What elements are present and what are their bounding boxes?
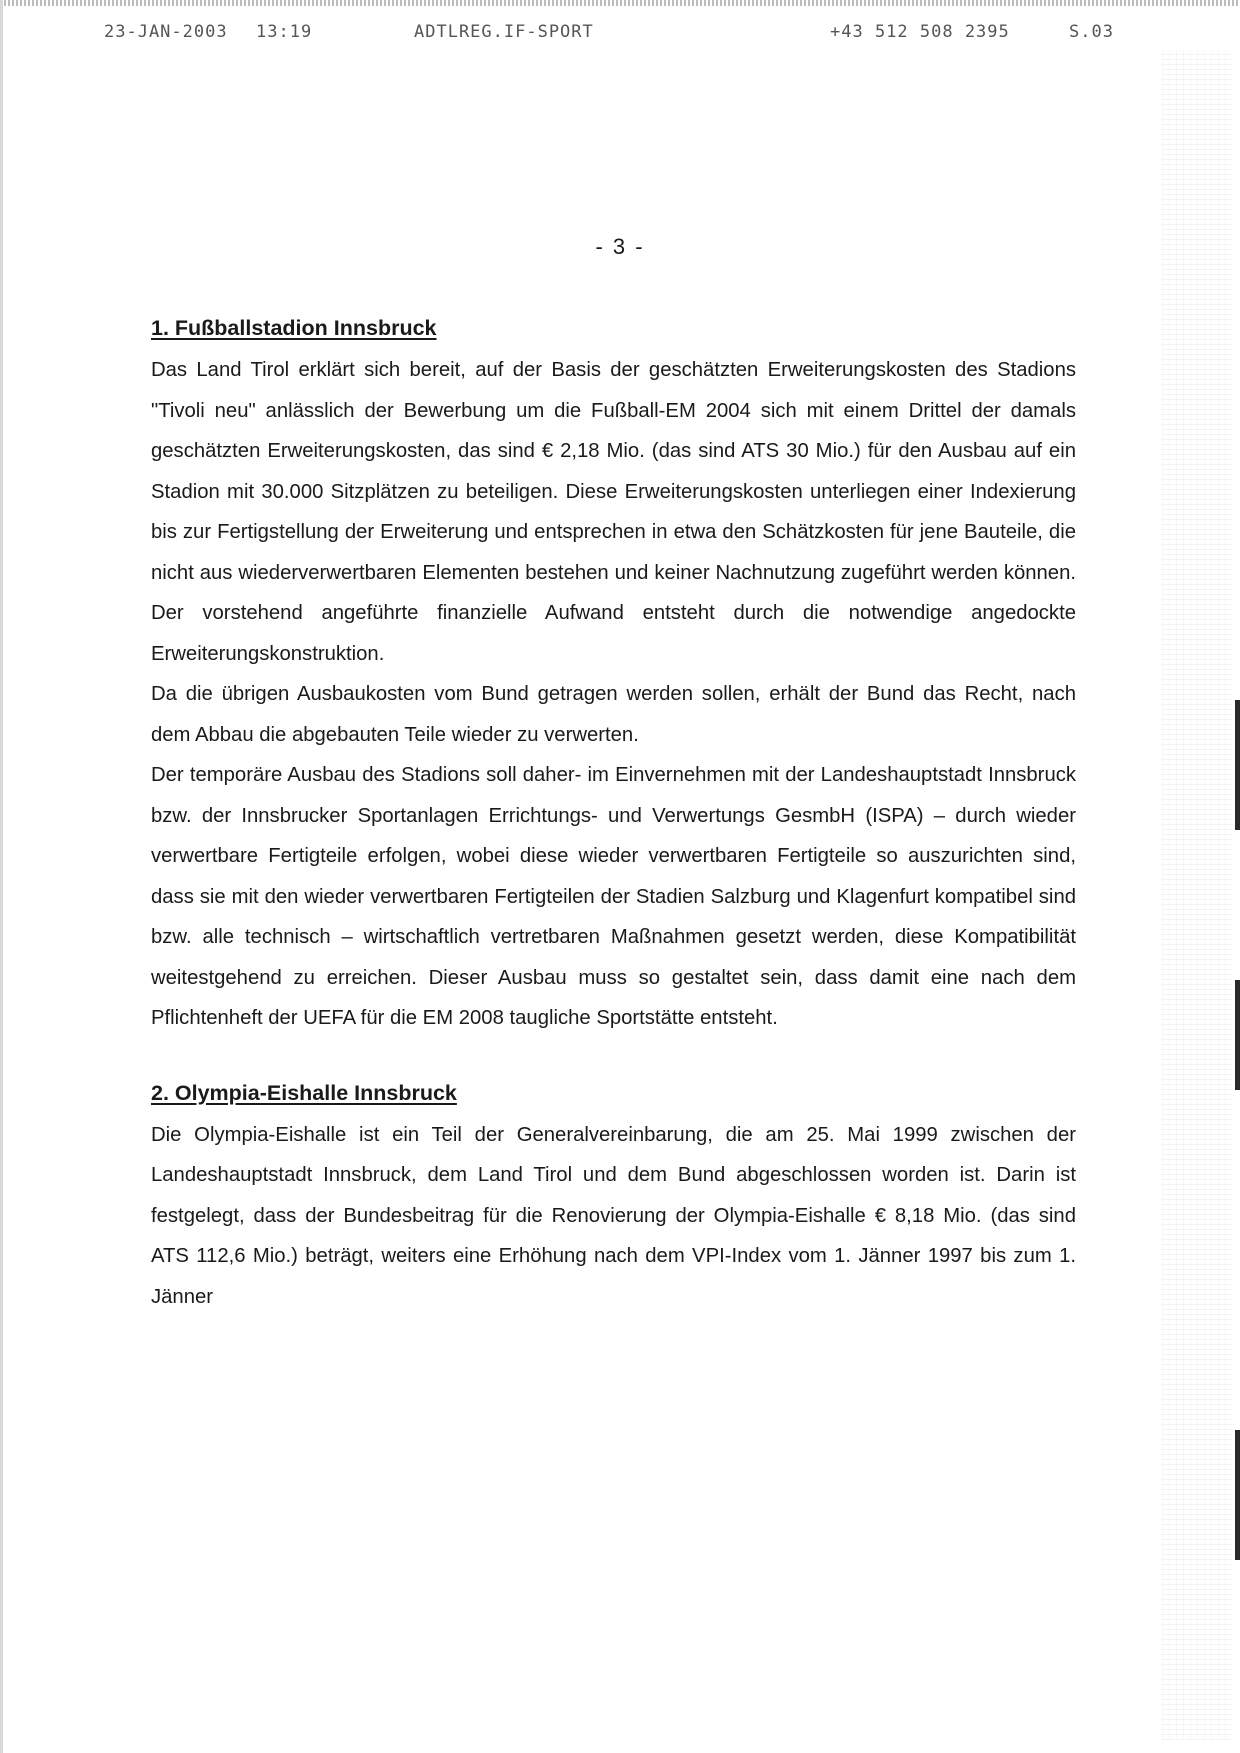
scan-left-edge: [0, 0, 3, 1753]
scan-edge-mark: [1235, 980, 1240, 1090]
paragraph: Der temporäre Ausbau des Stadions soll daher- im Einvernehmen mit der Landeshauptstadt Innsbruck bzw. der Innsbrucker Sportanlagen Errichtungs- und Verwertungs GesmbH (ISPA) – durch wieder verwertbare Fertigteile erfolgen, wobei diese wieder verwertbaren Fertigteile so auszurichten sind, dass sie mit den wieder verwertbaren Fertigteilen der Stadien Salzburg und Klagenfurt kompatibel sind bzw. alle technisch – wirtschaftlich vertretbaren Maßnahmen gesetzt werden, diese Kompatibilität weitestgehend zu erreichen. Dieser Ausbau muss so gestaltet sein, dass damit eine nach dem Pflichtenheft der UEFA für die EM 2008 taugliche Sportstätte entsteht.: [151, 764, 1076, 1029]
paragraph: Da die übrigen Ausbaukosten vom Bund getragen werden sollen, erhält der Bund das Recht, nach dem Abbau die abgebauten Teile wieder zu verwerten.: [151, 683, 1076, 746]
section-heading: 2. Olympia-Eishalle Innsbruck: [151, 1080, 457, 1105]
paragraph: Die Olympia-Eishalle ist ein Teil der Generalvereinbarung, die am 25. Mai 1999 zwischen der Landeshauptstadt Innsbruck, dem Land Tirol und dem Bund abgeschlossen worden ist. Darin ist festgelegt, dass der Bundesbeitrag für die Renovierung der Olympia-Eishalle € 8,18 Mio. (das sind ATS 112,6 Mio.) beträgt, weiters eine Erhöhung nach dem VPI-Index vom 1. Jänner 1997 bis zum 1. Jänner: [151, 1123, 1076, 1308]
fax-phone: +43 512 508 2395: [830, 22, 1010, 42]
fax-top-rule: [0, 0, 1240, 6]
scan-edge-mark: [1235, 1430, 1240, 1560]
scan-edge-mark: [1235, 700, 1240, 830]
document-body: [151, 312, 1076, 1317]
fax-page: S.03: [1069, 22, 1114, 42]
scan-edge-noise: [1162, 50, 1232, 1740]
fax-header: [0, 22, 1240, 46]
fax-time: 13:19: [256, 22, 313, 42]
fax-sender: ADTLREG.IF-SPORT: [414, 22, 594, 42]
section-heading: 1. Fußballstadion Innsbruck: [151, 316, 437, 340]
fax-date: 23-JAN-2003: [104, 22, 228, 42]
page-number: - 3 -: [595, 234, 645, 259]
paragraph: Das Land Tirol erklärt sich bereit, auf der Basis der geschätzten Erweiterungskosten des Stadions "Tivoli neu" anlässlich der Bewerbung um die Fußball-EM 2004 sich mit einem Drittel der damals geschätzten Erweiterungskosten, das sind € 2,18 Mio. (das sind ATS 30 Mio.) für den Ausbau auf ein Stadion mit 30.000 Sitzplätzen zu beteiligen. Diese Erweiterungskosten unterliegen einer Indexierung bis zur Fertigstellung der Erweiterung und entsprechen in etwa den Schätzkosten für jene Bauteile, die nicht aus wiederverwertbaren Elementen bestehen und keiner Nachnutzung zugeführt werden können. Der vorstehend angeführte finanzielle Aufwand entsteht durch die notwendige angedockte Erweiterungskonstruktion.: [151, 359, 1076, 665]
